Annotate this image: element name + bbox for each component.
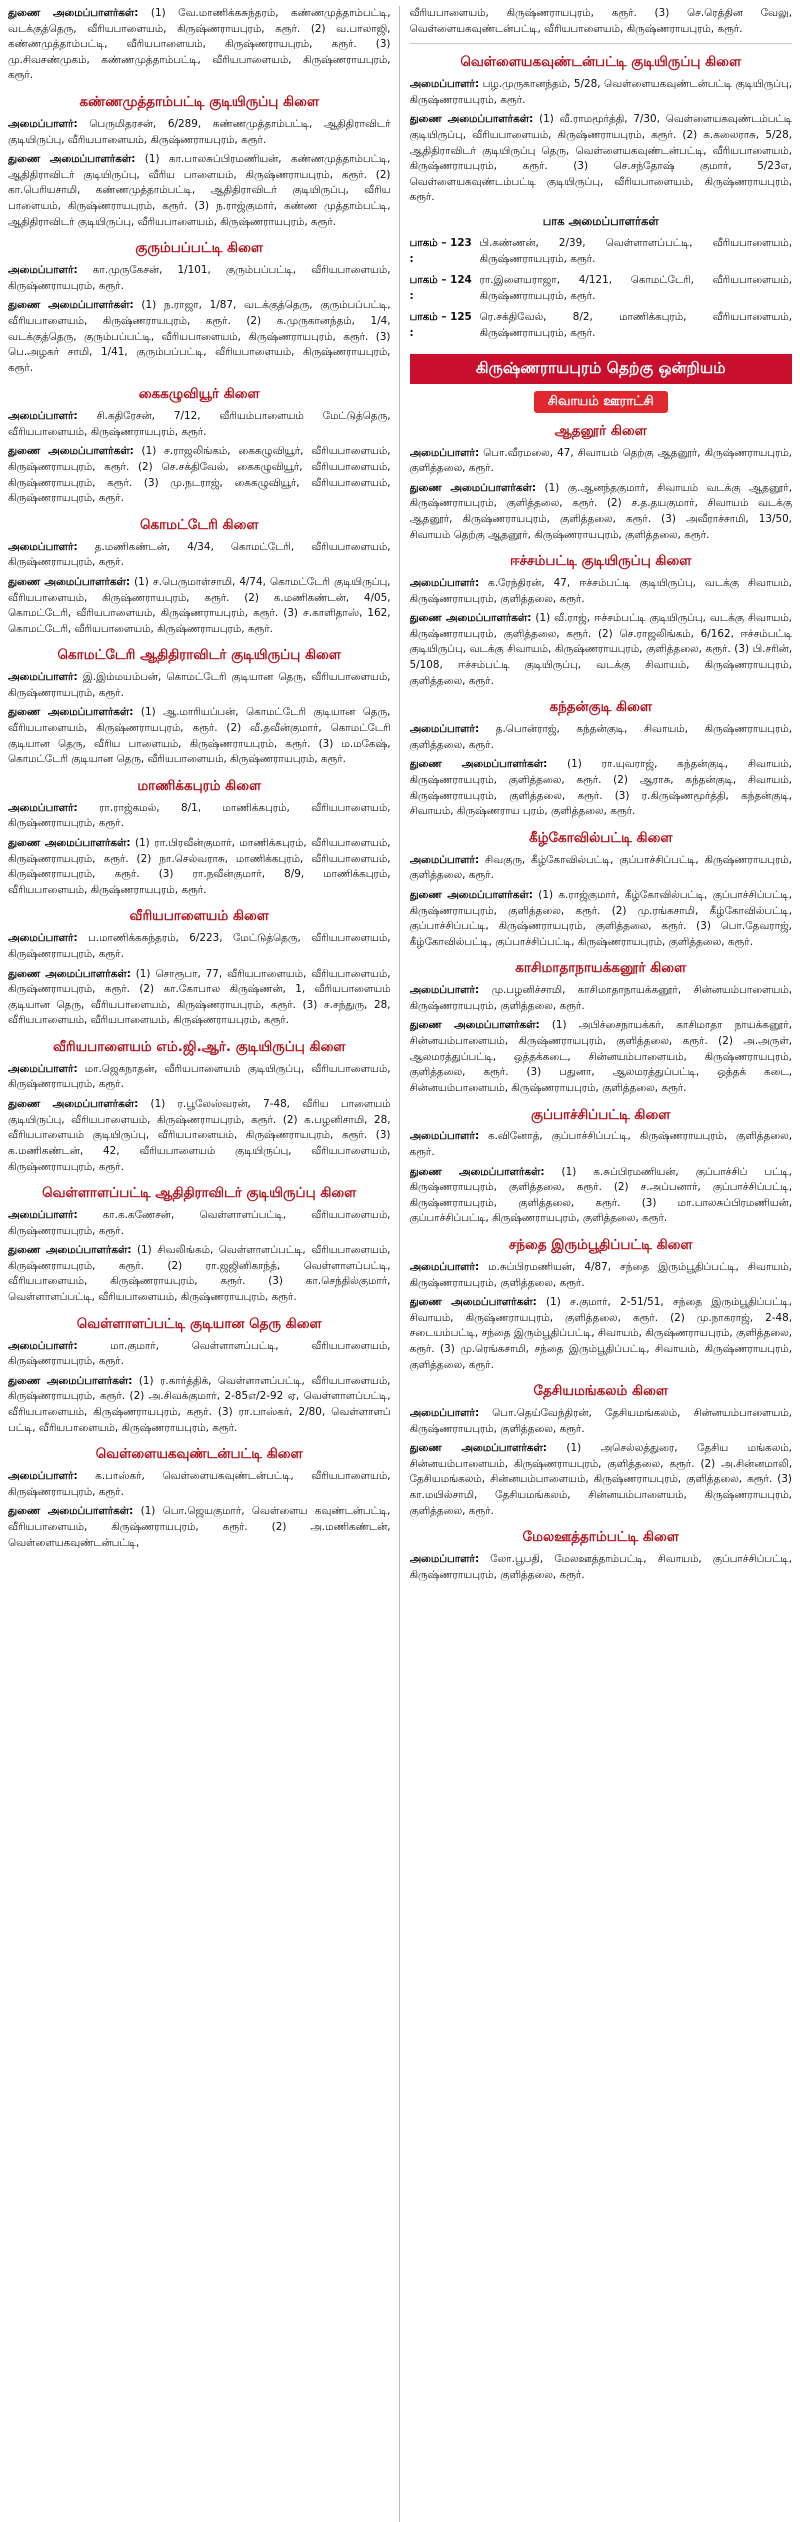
- member-entry: [8, 1062, 391, 1093]
- member-entry: [410, 1441, 793, 1519]
- member-details: ம.சுப்பிரமணியன், 4/87, சந்தை இரும்பூதிப்பட்டி, சிவாயம், கிருஷ்ணராயபுரம், குளித்தலை, கரூர்.: [409, 1260, 792, 1289]
- member-details: (1) வீ.ராஜ், ஈச்சம்பட்டி குடியிருப்பு, வடக்கு சிவாயம், கிருஷ்ணராயபுரம், குளித்தலை, கரூர். (2) செ.ராஜலிங்கம், 6/162, ஈச்சம்பட்டி குடியிருப்பு, வடக்கு சிவாயம், கிருஷ்ணராயபுரம், குளித்தலை, கரூர். (3) பி.சரின், 5/108, ஈச்சம்பட்டி குடியிருப்பு, வடக்கு சிவாயம், கிருஷ்ணராயபுரம், குளித்தலை, கரூர்.: [409, 612, 792, 687]
- role-label: அமைப்பாளர்:: [409, 984, 480, 997]
- member-details: க.வினோத், குப்பாச்சிப்பட்டி, கிருஷ்ணராயபுரம், குளித்தலை, கரூர்.: [409, 1130, 792, 1158]
- member-details: (1) சொரூபா, 77, வீரியபாளையம், வீரியபாளையம், கிருஷ்ணராயபுரம், கரூர். (2) கா.கோபால கிருஷ்ணன், 1, வீரியபாளையம் குடியான தெரு, வீரியபாளையம், கிருஷ்ணராயபுரம், கரூர். (3) ச.சந்துரு, 28, வீரியபாளையம், வீரியபாளையம், கிருஷ்ணராயபுரம், கரூர்.: [8, 967, 391, 1027]
- member-details: (1) கா.பாலசுப்பிரமணியன், கண்ணமுத்தாம்பட்டி, ஆதிதிராவிடர் குடியிருப்பு, வீரிய பாளையம், கிருஷ்ணராயபுரம், கரூர். (2) கா.பெரியசாமி, கண்ணமுத்தாம்பட்டி, ஆதிதிராவிடர் குடியிருப்பு, வீரிய பாளையம், கிருஷ்ணராயபுரம், கரூர். (3) ந.ராஜ்குமார், கண்ண முத்தாம்பட்டி, ஆதிதிராவிடர் குடியிருப்பு, வீரியபாளையம், கிருஷ்ணராயபுரம், கரூர்.: [8, 153, 391, 228]
- member-details: க.ரேந்திரன், 47, ஈச்சம்பட்டி குடியிருப்பு, வடக்கு சிவாயம், கிருஷ்ணராயபுரம், குளித்தலை, கரூர்.: [409, 577, 792, 605]
- member-details: (1) க.சுப்பிரமணியன், குப்பாச்சிப் பட்டி, கிருஷ்ணராயபுரம், குளித்தலை, கரூர். (2) ச.அப்பனார், குப்பாச்சிப்பட்டி, கிருஷ்ணராயபுரம், குளித்தலை, கரூர். (3) மா.பாலசுப்பிரமணியன், குப்பாச்சிப்பட்டி, கிருஷ்ணராயபுரம், குளித்தலை, கரூர்.: [409, 1165, 792, 1225]
- role-label: அமைப்பாளர்:: [409, 577, 480, 590]
- member-entry: [8, 117, 391, 148]
- role-label: துணை அமைப்பாளர்கள்:: [8, 837, 131, 850]
- member-entry: [8, 1097, 391, 1175]
- member-details: க.பாஸ்கர், வெள்ளையகவுண்டன்பட்டி, வீரியபாளையம், கிருஷ்ணராயபுரம், கரூர்.: [8, 1470, 391, 1498]
- member-entry: [410, 888, 793, 950]
- role-label: துணை அமைப்பாளர்கள்:: [8, 1505, 134, 1518]
- member-details: (1) ரா.யுவராஜ், கந்தன்குடி, சிவாயம், கிருஷ்ணராயபுரம், குளித்தலை, கரூர். (2) ஆராசு, கந்தன்குடி, சிவாயம், கிருஷ்ணராயபுரம், குளித்தலை, கரூர். (3) ர.கிருஷ்ணமூர்த்தி, கந்தன்குடி, சிவாயம், கிருஷ்ணராய புரம், குளித்தலை, கரூர்.: [409, 758, 792, 818]
- ward-number: பாகம் – 123 :: [409, 236, 472, 265]
- role-label: அமைப்பாளர்:: [409, 1553, 480, 1566]
- member-entry: [8, 1243, 391, 1305]
- branch-heading: மாணிக்கபுரம் கிளை: [137, 777, 262, 794]
- role-label: துணை அமைப்பாளர்கள்:: [409, 1296, 537, 1309]
- member-entry: [410, 1552, 793, 1583]
- role-label: அமைப்பாளர்:: [8, 117, 78, 130]
- member-entry: [410, 983, 793, 1014]
- member-entry: [410, 1295, 793, 1373]
- branch-heading: கீழ்கோவில்பட்டி கிளை: [528, 829, 673, 846]
- branch-heading: வெள்ளையகவுண்டன்பட்டி கிளை: [95, 1446, 303, 1463]
- branch-heading: ஈச்சம்பட்டி குடியிருப்பு கிளை: [510, 553, 692, 570]
- member-details: (1) ச.குமார், 2-51/51, சந்தை இரும்பூதிப்பட்டி, சிவாயம், கிருஷ்ணராயபுரம், குளித்தலை, கரூர். (2) மு.நாகராஜ், 2-48, சடையம்பட்டி, சந்தை இரும்பூதிப்பட்டி, சிவாயம், கிருஷ்ணராயபுரம், குளித்தலை, கரூர். (3) மு.ரெங்கசாமி, சந்தை இரும்பூதிப்பட்டி, சிவாயம், கிருஷ்ணராயபுரம், குளித்தலை, கரூர்.: [409, 1296, 792, 1371]
- member-entry: [8, 575, 391, 637]
- member-entry: [8, 801, 391, 832]
- ward-organisers-title: பாக அமைப்பாளர்கள்: [542, 213, 659, 228]
- branch-heading: வெள்ளாளப்பட்டி குடியான தெரு கிளை: [76, 1315, 322, 1332]
- member-details: பொ.வீரமலை, 47, சிவாயம் தெற்கு ஆதனூர், கிருஷ்ணராயபுரம், குளித்தலை, கரூர்.: [409, 446, 792, 475]
- member-details: வீரியபாளையம், கிருஷ்ணராயபுரம், கரூர். (3) செ.ரெத்தின வேலு, வெள்ளையகவுண்டன்பட்டி, வீரியபாளையம், கிருஷ்ணராயபுரம், கரூர்.: [409, 7, 792, 35]
- member-details: பொ.தெய்வேந்திரன், தேசியமங்கலம், சின்னயம்பாளையம், கிருஷ்ணராயபுரம், குளித்தலை, கரூர்.: [409, 1407, 792, 1435]
- member-details: இ.இம்மயம்பன், கொமட்டேரி குடியான தெரு, வீரியபாளையம், கிருஷ்ணராயபுரம், கரூர்.: [8, 671, 391, 699]
- member-details: (1) ர.கார்த்திக், வெள்ளாளப்பட்டி, வீரியபாளையம், கிருஷ்ணராயபுரம், கரூர். (2) அ.சிவக்குமார், 2-85எ/2-92 ஏ, வெள்ளாளப்பட்டி, வீரியபாளையம், கிருஷ்ணராயபுரம், கரூர். (3) ரா.பாஸ்கர், 2/80, வெள்ளாளப் பட்டி, வீரியபாளையம், கிருஷ்ணராயபுரம், கரூர்.: [8, 1374, 391, 1434]
- member-details: (1) வே.மாணிக்கசுந்தரம், கண்ணமுத்தாம்பட்டி, வடக்குத்தெரு, வீரியபாளையம், கிருஷ்ணராயபுரம், கரூர். (2) வ.பாலாஜி, கண்ணமுத்தாம்பட்டி, வீரியபாளையம், கிருஷ்ணராயபுரம், கரூர். (3) மு.சிவசண்முகம், கண்ணமுத்தாம்பட்டி, வீரியபாளையம், கிருஷ்ணராயபுரம், கரூர்.: [8, 7, 391, 82]
- member-entry: [410, 77, 793, 108]
- member-entry: [8, 836, 391, 898]
- member-details: (1) ந.ராஜா, 1/87, வடக்குத்தெரு, குரும்பப்பட்டி, வீரியபாளையம், கிருஷ்ணராயபுரம், கரூர். (2) க.முருகானந்தம், 1/4, வடக்குத்தெரு, குரும்பப்பட்டி, வீரியபாளையம், கிருஷ்ணராயபுரம், கரூர். (3) பெ.அழகர் சாமி, 1/41, குரும்பப்பட்டி, வீரியபாளையம், கிருஷ்ணராயபுரம், கரூர்.: [8, 299, 391, 374]
- member-entry: [410, 722, 793, 753]
- panchayat-label-wrap: [410, 390, 793, 413]
- role-label: அமைப்பாளர்:: [8, 410, 78, 423]
- branch-heading: வீரியபாளையம் கிளை: [129, 908, 269, 925]
- member-entry: [8, 540, 391, 571]
- member-entry: [8, 1469, 391, 1500]
- member-entry: [8, 444, 391, 506]
- member-entry: [8, 6, 391, 84]
- member-entry: [8, 670, 391, 701]
- member-details: லோ.பூபதி, மேலஊத்தாம்பட்டி, சிவாயம், குப்பாச்சிப்பட்டி, கிருஷ்ணராயபுரம், குளித்தலை, கரூர்.: [409, 1553, 792, 1581]
- ward-organiser: பி.கண்ணன், 2/39, வெள்ளாளப்பட்டி, வீரியபாளையம், கிருஷ்ணராயபுரம், கரூர்.: [479, 236, 792, 265]
- role-label: அமைப்பாளர்:: [409, 446, 480, 459]
- member-entry: [8, 1339, 391, 1370]
- role-label: அமைப்பாளர்:: [409, 1260, 480, 1273]
- role-label: அமைப்பாளர்:: [8, 932, 78, 945]
- member-details: (1) அபிச்சைநாயக்கர், காசிமாதா நாயக்கனூர், சின்னயம்பாளையம், கிருஷ்ணராயபுரம், குளித்தலை, கரூர். (2) அ.அருள், ஆலமரத்துப்பட்டி, ஒத்தக்கடை, சின்னயம்பாளையம், கிருஷ்ணராயபுரம், குளித்தலை, கரூர். (3) பதுனா, ஆலமரத்துப்பட்டி, ஒத்தக் கடை, சின்னயம்பாளையம், கிருஷ்ணராயபுரம், குளித்தலை, கரூர்.: [409, 1019, 792, 1094]
- branch-heading: வெள்ளையகவுண்டன்பட்டி குடியிருப்பு கிளை: [460, 54, 742, 71]
- role-label: அமைப்பாளர்:: [8, 1209, 78, 1221]
- role-label: துணை அமைப்பாளர்கள்:: [8, 445, 134, 458]
- member-details: ப.மாணிக்கசுந்தரம், 6/223, மேட்டுத்தெரு, வீரியபாளையம், கிருஷ்ணராயபுரம், கரூர்.: [8, 932, 391, 960]
- branch-heading: கொமட்டேரி ஆதிதிராவிடர் குடியிருப்பு கிளை: [57, 647, 341, 664]
- role-label: அமைப்பாளர்:: [8, 1339, 78, 1352]
- member-details: கா.க.கணேசன், வெள்ளாளப்பட்டி, வீரியபாளையம், கிருஷ்ணராயபுரம், கரூர்.: [8, 1209, 391, 1237]
- right-column: [410, 6, 793, 2522]
- role-label: துணை அமைப்பாளர்கள்:: [8, 1244, 132, 1257]
- member-details: த.பொன்ராஜ், கந்தன்குடி, சிவாயம், கிருஷ்ணராயபுரம், குளித்தலை, கரூர்.: [409, 723, 792, 751]
- ward-number: பாகம் – 124 :: [409, 274, 472, 302]
- role-label: துணை அமைப்பாளர்கள்:: [409, 481, 537, 494]
- member-entry: [410, 757, 793, 819]
- member-details: கா.முருகேசன், 1/101, குரும்பப்பட்டி, வீரியபாளையம், கிருஷ்ணராயபுரம், கரூர்.: [8, 264, 391, 292]
- branch-heading: கண்ணமுத்தாம்பட்டி குடியிருப்பு கிளை: [79, 94, 320, 111]
- member-entry: [410, 112, 793, 206]
- union-title-band: கிருஷ்ணராயபுரம் தெற்கு ஒன்றியம்: [410, 354, 793, 384]
- role-label: துணை அமைப்பாளர்கள்:: [409, 758, 548, 771]
- ward-row: [410, 310, 793, 341]
- role-label: அமைப்பாளர்:: [409, 723, 480, 736]
- role-label: துணை அமைப்பாளர்கள்:: [409, 1165, 545, 1178]
- role-label: அமைப்பாளர்:: [8, 540, 78, 553]
- role-label: துணை அமைப்பாளர்கள்:: [8, 7, 139, 19]
- branch-heading: கந்தன்குடி கிளை: [549, 699, 653, 716]
- member-details: சிவகுரு, கீழ்கோவில்பட்டி, குப்பாச்சிப்பட்டி, கிருஷ்ணராயபுரம், குளித்தலை, கரூர்.: [409, 853, 792, 882]
- left-column: [8, 6, 400, 2522]
- member-details: பெருமிதரசன், 6/289, கண்ணமுத்தாம்பட்டி, ஆதிதிராவிடர் குடியிருப்பு, வீரியபாளையம், கிருஷ்ணராயபுரம், கரூர்.: [8, 117, 391, 146]
- branch-heading: கொமட்டேரி கிளை: [139, 516, 259, 533]
- branch-heading: வீரியபாளையம் எம்.ஜி.ஆர். குடியிருப்பு கிளை: [52, 1038, 346, 1055]
- member-entry: [410, 611, 793, 689]
- role-label: துணை அமைப்பாளர்கள்:: [8, 967, 131, 980]
- role-label: துணை அமைப்பாளர்கள்:: [8, 575, 131, 588]
- member-details: பழ.முருகானந்தம், 5/28, வெள்ளையகவுண்டன்பட்டி குடியிருப்பு, கிருஷ்ணராயபுரம், கரூர்.: [409, 78, 792, 106]
- role-label: அமைப்பாளர்:: [8, 671, 78, 684]
- member-details: (1) பொ.ஜெயகுமார், வெள்ளைய கவுண்டன்பட்டி, வீரியபாளையம், கிருஷ்ணராயபுரம், கரூர். (2) அ.மணிகண்டன், வெள்ளையகவுண்டன்பட்டி,: [8, 1505, 391, 1549]
- member-entry: [410, 446, 793, 477]
- member-entry: [8, 705, 391, 767]
- member-entry: [8, 298, 391, 376]
- member-entry: [8, 152, 391, 230]
- panchayat-label: சிவாயம் ஊராட்சி: [534, 391, 668, 413]
- member-details: மா.குமார், வெள்ளாளப்பட்டி, வீரியபாளையம், கிருஷ்ணராயபுரம், கரூர்.: [8, 1339, 391, 1368]
- member-entry: [410, 1018, 793, 1096]
- member-entry: [410, 853, 793, 884]
- member-details: (1) ஆ.மாரியப்பன், கொமட்டேரி குடியான தெரு, வீரியபாளையம், கிருஷ்ணராயபுரம், கரூர். (2) வீ.தவீன்குமார், கொமட்டேரி குடியான தெரு, வீரிய பாளையம், கிருஷ்ணராயபுரம், கரூர். (3) ம.மகேஷ், கொமட்டேரி குடியான தெரு, வீரியபாளையம், கிருஷ்ணராயபுரம், கரூர்.: [8, 706, 391, 766]
- role-label: அமைப்பாளர்:: [409, 78, 480, 91]
- member-entry: [410, 576, 793, 607]
- branch-heading: ஆதனூர் கிளை: [554, 422, 647, 439]
- member-entry: [410, 481, 793, 543]
- ward-number: பாகம் – 125 :: [409, 311, 472, 340]
- section-divider: [410, 43, 793, 44]
- branch-heading: சந்தை இரும்பூதிப்பட்டி கிளை: [508, 1237, 693, 1254]
- role-label: துணை அமைப்பாளர்கள்:: [8, 153, 136, 166]
- member-details: (1) ர.பூலேஸ்வரன், 7-48, வீரிய பாளையம் குடியிருப்பு, வீரியபாளையம், கிருஷ்ணராயபுரம், கரூர். (2) க.பழனிசாமி, 28, வீரியபாளையம் குடியிருப்பு, வீரியபாளையம், கிருஷ்ணராயபுரம், கரூர். (3) க.மணிகண்டன், 42, வீரியபாளையம் குடியிருப்பு, வீரியபாளையம், கிருஷ்ணராயபுரம், கரூர்.: [8, 1098, 391, 1173]
- branch-heading: கைகழுவியூர் கிளை: [138, 386, 260, 403]
- ward-organiser: ரா.இளையராஜா, 4/121, கொமட்டேரி, வீரியபாளையம், கிருஷ்ணராயபுரம், கரூர்.: [479, 274, 792, 302]
- member-entry: [8, 967, 391, 1029]
- role-label: அமைப்பாளர்:: [8, 264, 78, 277]
- role-label: துணை அமைப்பாளர்கள்:: [409, 888, 533, 901]
- branch-heading: தேசியமங்கலம் கிளை: [533, 1383, 669, 1400]
- member-details: சி.கதிரேசன், 7/12, வீரியம்பாளையம் மேட்டுத்தெரு, வீரியபாளையம், கிருஷ்ணராயபுரம், கரூர்.: [8, 410, 391, 438]
- member-entry: [8, 931, 391, 962]
- member-details: (1) கு.ஆனந்தகுமார், சிவாயம் வடக்கு ஆதனூர், கிருஷ்ணராயபுரம், குளித்தலை, கரூர். (2) ச.த.தயகுமார், சிவாயம் வடக்கு ஆதனூர், கிருஷ்ணராயபுரம், குளித்தலை, கரூர். (3) அவீராச்சாமி, 13/50, சிவாயம் தெற்கு ஆதனூர், கிருஷ்ணராயபுரம், குளித்தலை, கரூர்.: [409, 481, 792, 541]
- member-entry: [410, 6, 793, 37]
- role-label: துணை அமைப்பாளர்கள்:: [409, 1442, 547, 1455]
- ward-row: [410, 236, 793, 267]
- role-label: அமைப்பாளர்:: [8, 801, 78, 814]
- role-label: துணை அமைப்பாளர்கள்:: [8, 299, 134, 312]
- member-details: மா.ஜெகநாதன், வீரியபாளையம் குடியிருப்பு, வீரியபாளையம், கிருஷ்ணராயபுரம், கரூர்.: [8, 1062, 391, 1091]
- member-details: (1) அசெல்லத்துரை, தேசிய மங்கலம், சின்னயம்பாளையம், கிருஷ்ணராயபுரம், குளித்தலை, கரூர். (2) அ.சின்னமாலி, தேசியமங்கலம், சின்னயம்பாளையம், கிருஷ்ணராயபுரம், குளித்தலை, கரூர். (3) கா.மயில்சாமி, தேசியமங்கலம், சின்னயம்பாளையம், கிருஷ்ணராயபுரம், குளித்தலை, கரூர்.: [409, 1442, 792, 1517]
- role-label: துணை அமைப்பாளர்கள்:: [409, 113, 534, 126]
- member-entry: [8, 1208, 391, 1239]
- member-entry: [8, 263, 391, 294]
- member-entry: [410, 1260, 793, 1291]
- member-details: (1) ச.ராஜலிங்கம், கைகழுவியூர், வீரியபாளையம், கிருஷ்ணராயபுரம், கரூர். (2) செ.சக்திவேல், கைகழுவியூர், வீரியபாளையம், கிருஷ்ணராயபுரம், கரூர். (3) மு.நடராஜ், கைகழுவியூர், வீரியபாளையம், கிருஷ்ணராயபுரம், கரூர்.: [8, 445, 391, 505]
- role-label: துணை அமைப்பாளர்கள்:: [8, 1098, 139, 1111]
- role-label: அமைப்பாளர்:: [8, 1062, 78, 1075]
- branch-heading: வெள்ளாளப்பட்டி ஆதிதிராவிடர் குடியிருப்பு கிளை: [42, 1185, 357, 1202]
- ward-organiser: ரெ.சக்திவேல், 8/2, மாணிக்கபுரம், வீரியபாளையம், கிருஷ்ணராயபுரம், கரூர்.: [479, 311, 792, 340]
- role-label: துணை அமைப்பாளர்கள்:: [409, 1019, 540, 1032]
- member-entry: [410, 1406, 793, 1437]
- role-label: அமைப்பாளர்:: [409, 853, 480, 866]
- member-entry: [8, 409, 391, 440]
- member-details: (1) ரா.பிரவீன்குமார், மாணிக்கபுரம், வீரியபாளையம், கிருஷ்ணராயபுரம், கரூர். (2) நா.செல்வராசு, மாணிக்கபுரம், வீரியபாளையம், கிருஷ்ணராயபுரம், கரூர். (3) ரா.நவீன்குமார், 8/9, மாணிக்கபுரம், வீரியபாளையம், கிருஷ்ணராயபுரம், கரூர்.: [8, 837, 391, 896]
- branch-heading: காசிமாதாநாயக்கனூர் கிளை: [515, 960, 687, 977]
- role-label: அமைப்பாளர்:: [409, 1407, 480, 1420]
- branch-heading: மேலஊத்தாம்பட்டி கிளை: [522, 1529, 679, 1546]
- member-entry: [410, 1165, 793, 1227]
- ward-row: [410, 273, 793, 304]
- branch-heading: குரும்பப்பட்டி கிளை: [135, 240, 264, 257]
- member-details: மு.பழனிச்சாமி, காசிமாதாநாயக்கனூர், சின்னயம்பாளையம், கிருஷ்ணராயபுரம், குளித்தலை, கரூர்.: [409, 984, 792, 1012]
- member-details: (1) சிவலிங்கம், வெள்ளாளப்பட்டி, வீரியபாளையம், கிருஷ்ணராயபுரம், கரூர். (2) ரா.ஜஜினிகாந்த், வெள்ளாளப்பட்டி, வீரியபாளையம், கிருஷ்ணராயபுரம், கரூர். (3) கா.செந்தில்குமார், வெள்ளாளப்பட்டி, வீரியபாளையம், கிருஷ்ணராயபுரம், கரூர்.: [8, 1244, 391, 1304]
- member-details: ரா.ராஜ்கமல், 8/1, மாணிக்கபுரம், வீரியபாளையம், கிருஷ்ணராயபுரம், கரூர்.: [8, 801, 391, 830]
- role-label: துணை அமைப்பாளர்கள்:: [8, 706, 134, 719]
- member-details: த.மணிகண்டன், 4/34, கொமட்டேரி, வீரியபாளையம், கிருஷ்ணராயபுரம், கரூர்.: [8, 540, 391, 569]
- role-label: அமைப்பாளர்:: [409, 1130, 480, 1143]
- member-entry: [8, 1504, 391, 1551]
- role-label: அமைப்பாளர்:: [8, 1470, 78, 1483]
- member-entry: [8, 1374, 391, 1436]
- member-entry: [410, 1129, 793, 1160]
- member-details: (1) க.ராஜ்குமார், கீழ்கோவில்பட்டி, குப்பாச்சிப்பட்டி, கிருஷ்ணராயபுரம், குளித்தலை, கரூர். (2) மு.ரங்கசாமி, கீழ்கோவில்பட்டி, குப்பாச்சிப்பட்டி, கிருஷ்ணராயபுரம், குளித்தலை, கரூர். (3) பொ.தேவராஜ், கீழ்கோவில்பட்டி, குப்பாச்சிப்பட்டி, கிருஷ்ணராயபுரம், குளித்தலை, கரூர்.: [409, 888, 792, 948]
- member-details: (1) வீ.ராமமூர்த்தி, 7/30, வெள்ளையகவுண்டம்பட்டி குடியிருப்பு, வீரியபாளையம், கிருஷ்ணராயபுரம், கரூர். (2) க.கலைராசு, 5/28, ஆதிதிராவிடர் குடியிருப்பு தெரு, வெள்ளையகவுண்டன்பட்டி, வீரியபாளையம், கிருஷ்ணராயபுரம், கரூர். (3) செ.சந்தோஷ் குமார், 5/23எ, வெள்ளையகவுண்டம்பட்டி குடியிருப்பு, வீரியபாளையம், கிருஷ்ணராயபுரம், கரூர்.: [409, 113, 792, 204]
- role-label: துணை அமைப்பாளர்கள்:: [409, 612, 532, 625]
- role-label: துணை அமைப்பாளர்கள்:: [8, 1374, 133, 1387]
- member-details: (1) ச.பெருமாள்சாமி, 4/74, கொமட்டேரி குடியிருப்பு, வீரியபாளையம், கிருஷ்ணராயபுரம், கரூர். (2) க.மணிகண்டன், 4/05, கொமட்டேரி, வீரியபாளையம், கிருஷ்ணராயபுரம், கரூர். (3) ச.காளிதாஸ், 162, கொமட்டேரி, வீரியபாளையம், கிருஷ்ணராயபுரம், கரூர்.: [8, 575, 391, 635]
- branch-heading: குப்பாச்சிப்பட்டி கிளை: [531, 1106, 671, 1123]
